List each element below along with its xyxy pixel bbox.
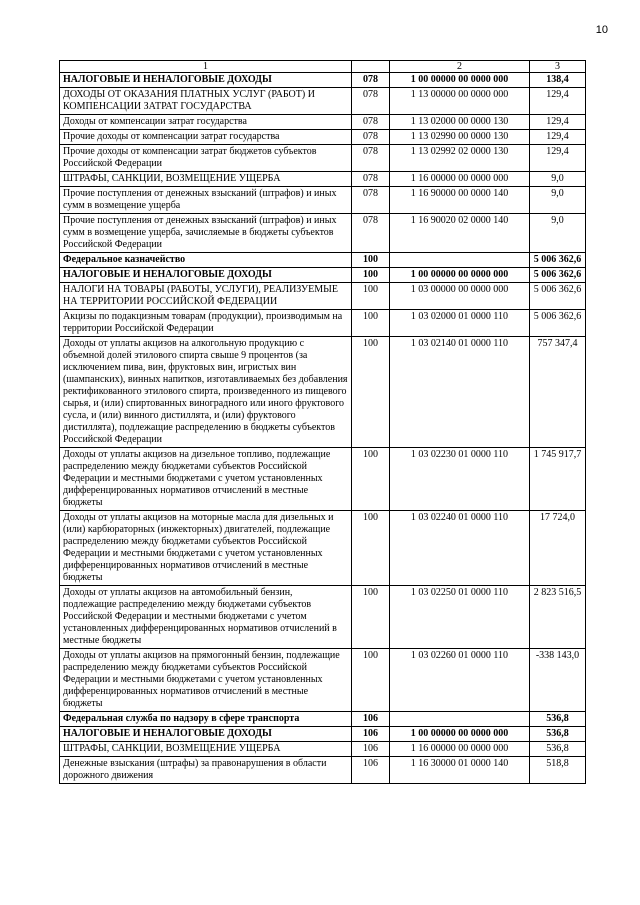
row-admin-code: 078 <box>352 214 390 253</box>
row-admin-code: 078 <box>352 130 390 145</box>
table-row <box>60 649 586 712</box>
row-amount: 129,4 <box>530 88 586 115</box>
row-admin-code: 100 <box>352 253 390 268</box>
row-name: ДОХОДЫ ОТ ОКАЗАНИЯ ПЛАТНЫХ УСЛУГ (РАБОТ) И КОМПЕНСАЦИИ ЗАТРАТ ГОСУДАРСТВА <box>60 88 352 115</box>
row-name: Доходы от уплаты акцизов на алкогольную продукцию с объемной долей этилового спирта свыше 9 процентов (за исключением пива, вин, фруктовых вин, игристых вин (шампанских), винных напитков, изготавливаемых без добавления ректификованного этилового спирта, произведенного из пищевого сырья, и (или) спиртованных виноградного или иного фруктового сусла, и (или) винного дистиллята, и (или) фруктового дистиллята), подлежащие распределению в бюджеты субъектов Российской Федерации <box>60 337 352 448</box>
row-admin-code: 106 <box>352 757 390 784</box>
row-amount: 5 006 362,6 <box>530 283 586 310</box>
table-row <box>60 757 586 784</box>
row-kbk-code: 1 16 00000 00 0000 000 <box>390 172 530 187</box>
row-amount: 17 724,0 <box>530 511 586 586</box>
row-name: ШТРАФЫ, САНКЦИИ, ВОЗМЕЩЕНИЕ УЩЕРБА <box>60 172 352 187</box>
row-admin-code: 078 <box>352 187 390 214</box>
header-col3: 3 <box>530 61 586 73</box>
table-row <box>60 88 586 115</box>
row-amount: 536,8 <box>530 727 586 742</box>
row-admin-code: 100 <box>352 337 390 448</box>
row-admin-code: 100 <box>352 310 390 337</box>
table-row <box>60 283 586 310</box>
row-name: ШТРАФЫ, САНКЦИИ, ВОЗМЕЩЕНИЕ УЩЕРБА <box>60 742 352 757</box>
row-name: Акцизы по подакцизным товарам (продукции), производимым на территории Российской Федерации <box>60 310 352 337</box>
row-admin-code: 078 <box>352 172 390 187</box>
row-kbk-code: 1 03 00000 00 0000 000 <box>390 283 530 310</box>
row-amount: 138,4 <box>530 73 586 88</box>
row-kbk-code: 1 03 02250 01 0000 110 <box>390 586 530 649</box>
table-row <box>60 268 586 283</box>
row-amount: 536,8 <box>530 712 586 727</box>
table-row <box>60 742 586 757</box>
row-amount: 757 347,4 <box>530 337 586 448</box>
table-header-row <box>60 61 586 73</box>
row-amount: 129,4 <box>530 115 586 130</box>
row-admin-code: 106 <box>352 712 390 727</box>
row-admin-code: 100 <box>352 283 390 310</box>
row-name: Федеральная служба по надзору в сфере транспорта <box>60 712 352 727</box>
page-number: 10 <box>595 24 608 36</box>
row-admin-code: 106 <box>352 742 390 757</box>
row-name: Прочие поступления от денежных взысканий (штрафов) и иных сумм в возмещение ущерба <box>60 187 352 214</box>
row-name: НАЛОГИ НА ТОВАРЫ (РАБОТЫ, УСЛУГИ), РЕАЛИЗУЕМЫЕ НА ТЕРРИТОРИИ РОССИЙСКОЙ ФЕДЕРАЦИИ <box>60 283 352 310</box>
row-amount: 5 006 362,6 <box>530 310 586 337</box>
row-amount: 2 823 516,5 <box>530 586 586 649</box>
row-amount: 518,8 <box>530 757 586 784</box>
header-col1: 1 <box>60 61 352 73</box>
row-name: Доходы от уплаты акцизов на моторные масла для дизельных и (или) карбюраторных (инжекторных) двигателей, подлежащие распределению между бюджетами субъектов Российской Федерации и местными бюджетами с учетом установленных дифференцированных нормативов отчислений в местные бюджеты <box>60 511 352 586</box>
row-admin-code: 100 <box>352 649 390 712</box>
row-admin-code: 106 <box>352 727 390 742</box>
header-col-code <box>352 61 390 73</box>
row-admin-code: 078 <box>352 73 390 88</box>
row-amount: 9,0 <box>530 214 586 253</box>
row-name: Федеральное казначейство <box>60 253 352 268</box>
row-amount: 129,4 <box>530 145 586 172</box>
row-kbk-code <box>390 712 530 727</box>
row-name: НАЛОГОВЫЕ И НЕНАЛОГОВЫЕ ДОХОДЫ <box>60 727 352 742</box>
row-kbk-code: 1 13 02992 02 0000 130 <box>390 145 530 172</box>
row-name: НАЛОГОВЫЕ И НЕНАЛОГОВЫЕ ДОХОДЫ <box>60 73 352 88</box>
row-name: НАЛОГОВЫЕ И НЕНАЛОГОВЫЕ ДОХОДЫ <box>60 268 352 283</box>
table-row <box>60 511 586 586</box>
row-amount: -338 143,0 <box>530 649 586 712</box>
row-kbk-code: 1 13 02990 00 0000 130 <box>390 130 530 145</box>
row-kbk-code: 1 03 02260 01 0000 110 <box>390 649 530 712</box>
row-admin-code: 078 <box>352 115 390 130</box>
row-admin-code: 078 <box>352 88 390 115</box>
table-row <box>60 253 586 268</box>
row-kbk-code: 1 03 02140 01 0000 110 <box>390 337 530 448</box>
table-row <box>60 448 586 511</box>
row-admin-code: 078 <box>352 145 390 172</box>
row-name: Доходы от уплаты акцизов на прямогонный бензин, подлежащие распределению между бюджетами субъектов Российской Федерации и местными бюджетами с учетом установленных дифференцированных нормативов отчислений в местные бюджеты <box>60 649 352 712</box>
row-amount: 5 006 362,6 <box>530 268 586 283</box>
row-kbk-code: 1 03 02000 01 0000 110 <box>390 310 530 337</box>
row-amount: 9,0 <box>530 187 586 214</box>
row-name: Доходы от компенсации затрат государства <box>60 115 352 130</box>
header-col2: 2 <box>390 61 530 73</box>
row-kbk-code <box>390 253 530 268</box>
row-amount: 5 006 362,6 <box>530 253 586 268</box>
row-name: Доходы от уплаты акцизов на дизельное топливо, подлежащие распределению между бюджетами субъектов Российской Федерации и местными бюджетами с учетом установленных дифференцированных нормативов отчислений в местные бюджеты <box>60 448 352 511</box>
row-amount: 536,8 <box>530 742 586 757</box>
table-row <box>60 187 586 214</box>
table-row <box>60 115 586 130</box>
table-row <box>60 145 586 172</box>
row-kbk-code: 1 00 00000 00 0000 000 <box>390 727 530 742</box>
table-row <box>60 73 586 88</box>
row-name: Прочие доходы от компенсации затрат государства <box>60 130 352 145</box>
row-admin-code: 100 <box>352 586 390 649</box>
row-name: Прочие доходы от компенсации затрат бюджетов субъектов Российской Федерации <box>60 145 352 172</box>
row-name: Прочие поступления от денежных взысканий (штрафов) и иных сумм в возмещение ущерба, зачисляемые в бюджеты субъектов Российской Федерации <box>60 214 352 253</box>
revenue-table <box>59 60 586 784</box>
row-kbk-code: 1 00 00000 00 0000 000 <box>390 73 530 88</box>
table-row <box>60 172 586 187</box>
table-row <box>60 310 586 337</box>
row-kbk-code: 1 16 30000 01 0000 140 <box>390 757 530 784</box>
table-row <box>60 130 586 145</box>
row-kbk-code: 1 16 90000 00 0000 140 <box>390 187 530 214</box>
table-row <box>60 337 586 448</box>
row-amount: 1 745 917,7 <box>530 448 586 511</box>
row-kbk-code: 1 13 00000 00 0000 000 <box>390 88 530 115</box>
row-kbk-code: 1 13 02000 00 0000 130 <box>390 115 530 130</box>
table-row <box>60 214 586 253</box>
row-kbk-code: 1 03 02230 01 0000 110 <box>390 448 530 511</box>
table-row <box>60 712 586 727</box>
row-admin-code: 100 <box>352 448 390 511</box>
row-amount: 129,4 <box>530 130 586 145</box>
row-kbk-code: 1 16 90020 02 0000 140 <box>390 214 530 253</box>
row-admin-code: 100 <box>352 268 390 283</box>
table-row <box>60 727 586 742</box>
row-kbk-code: 1 00 00000 00 0000 000 <box>390 268 530 283</box>
row-name: Доходы от уплаты акцизов на автомобильный бензин, подлежащие распределению между бюджетами субъектов Российской Федерации и местными бюджетами с учетом установленных дифференцированных нормативов отчислений в местные бюджеты <box>60 586 352 649</box>
row-amount: 9,0 <box>530 172 586 187</box>
table-row <box>60 586 586 649</box>
row-kbk-code: 1 16 00000 00 0000 000 <box>390 742 530 757</box>
row-kbk-code: 1 03 02240 01 0000 110 <box>390 511 530 586</box>
row-name: Денежные взыскания (штрафы) за правонарушения в области дорожного движения <box>60 757 352 784</box>
row-admin-code: 100 <box>352 511 390 586</box>
